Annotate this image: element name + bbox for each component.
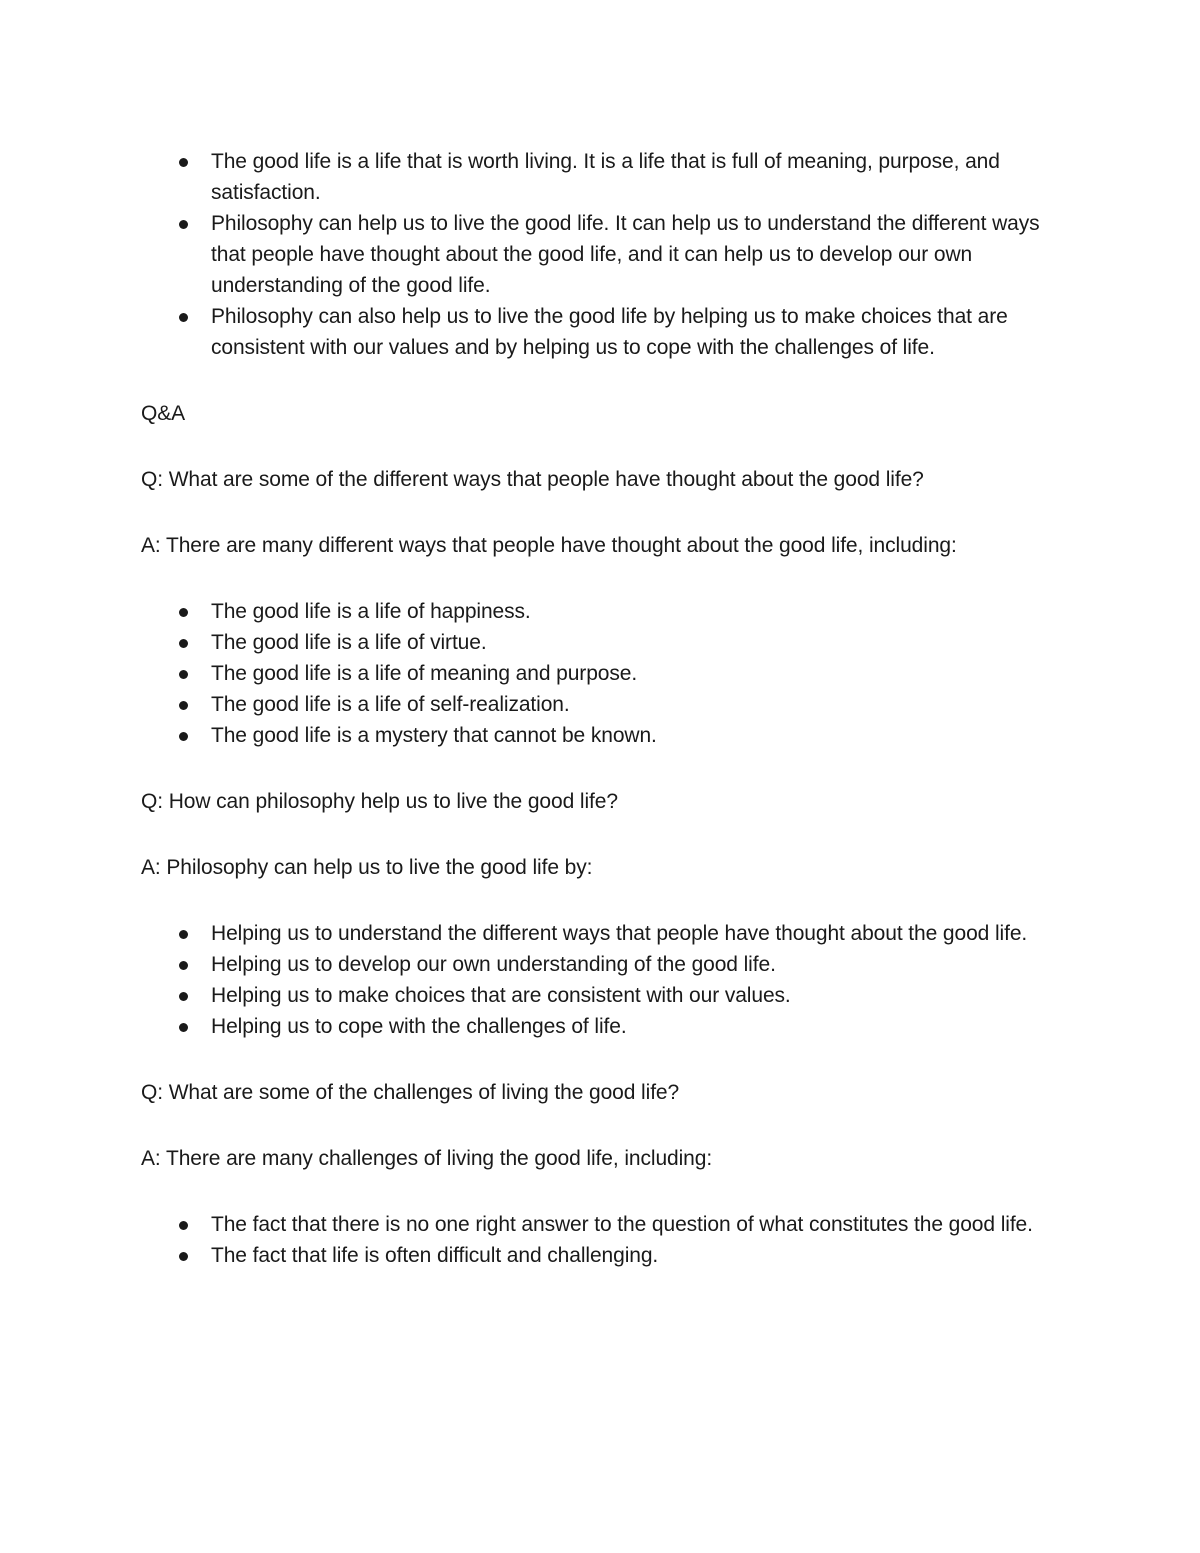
- bullet-icon: [179, 220, 188, 229]
- spacer: [141, 1108, 1061, 1143]
- list-item-text: Helping us to make choices that are consistent with our values.: [211, 984, 791, 1007]
- list-item: [211, 627, 1061, 658]
- list-item-text: Philosophy can also help us to live the good life by helping us to make choices that are consistent with our values and by helping us to cope with the challenges of life.: [211, 305, 1008, 359]
- answer-bullet-list: [141, 918, 1061, 1042]
- spacer: [141, 495, 1061, 530]
- spacer: [141, 363, 1061, 398]
- bullet-icon: [179, 1252, 188, 1261]
- bullet-icon: [179, 158, 188, 167]
- answer-text: A: Philosophy can help us to live the good life by:: [141, 856, 593, 879]
- list-item: [211, 689, 1061, 720]
- list-item: [211, 1209, 1061, 1240]
- list-item-text: Helping us to develop our own understanding of the good life.: [211, 953, 776, 976]
- spacer: [141, 1174, 1061, 1209]
- spacer: [141, 561, 1061, 596]
- list-item-text: The fact that there is no one right answer to the question of what constitutes the good life.: [211, 1213, 1033, 1236]
- list-item: [211, 949, 1061, 980]
- list-item: [211, 720, 1061, 751]
- bullet-icon: [179, 732, 188, 741]
- spacer: [141, 883, 1061, 918]
- list-item-text: Helping us to understand the different ways that people have thought about the good life.: [211, 922, 1028, 945]
- bullet-icon: [179, 313, 188, 322]
- bullet-icon: [179, 1023, 188, 1032]
- section-heading: Q&A: [141, 402, 186, 425]
- list-item: [211, 146, 1061, 208]
- list-item-text: The good life is a life of virtue.: [211, 631, 487, 654]
- list-item: [211, 980, 1061, 1011]
- bullet-icon: [179, 608, 188, 617]
- bullet-icon: [179, 961, 188, 970]
- bullet-icon: [179, 1221, 188, 1230]
- document-body: [141, 146, 1061, 1271]
- list-item: [211, 918, 1061, 949]
- question-text: Q: How can philosophy help us to live the good life?: [141, 790, 618, 813]
- list-item: [211, 658, 1061, 689]
- list-item: [211, 1240, 1061, 1271]
- spacer: [141, 1042, 1061, 1077]
- question-text: Q: What are some of the different ways that people have thought about the good life?: [141, 468, 924, 491]
- list-item-text: The good life is a life of happiness.: [211, 600, 531, 623]
- list-item: [211, 301, 1061, 363]
- intro-bullet-list: [141, 146, 1061, 363]
- bullet-icon: [179, 670, 188, 679]
- bullet-icon: [179, 639, 188, 648]
- answer-bullet-list: [141, 596, 1061, 751]
- question-text: Q: What are some of the challenges of living the good life?: [141, 1081, 680, 1104]
- bullet-icon: [179, 701, 188, 710]
- list-item-text: Philosophy can help us to live the good life. It can help us to understand the different ways that people have thought about the good life, and it can help us to develop our own understanding of the good life.: [211, 212, 1040, 297]
- bullet-icon: [179, 930, 188, 939]
- list-item-text: Helping us to cope with the challenges of life.: [211, 1015, 627, 1038]
- list-item-text: The fact that life is often difficult and challenging.: [211, 1244, 659, 1267]
- list-item-text: The good life is a life that is worth living. It is a life that is full of meaning, purpose, and satisfaction.: [211, 150, 1000, 204]
- answer-text: A: There are many different ways that people have thought about the good life, including:: [141, 534, 957, 557]
- spacer: [141, 751, 1061, 786]
- list-item: [211, 208, 1061, 301]
- spacer: [141, 429, 1061, 464]
- answer-bullet-list: [141, 1209, 1061, 1271]
- list-item-text: The good life is a mystery that cannot be known.: [211, 724, 657, 747]
- list-item-text: The good life is a life of self-realization.: [211, 693, 570, 716]
- list-item-text: The good life is a life of meaning and purpose.: [211, 662, 638, 685]
- list-item: [211, 1011, 1061, 1042]
- spacer: [141, 817, 1061, 852]
- answer-text: A: There are many challenges of living the good life, including:: [141, 1147, 713, 1170]
- list-item: [211, 596, 1061, 627]
- bullet-icon: [179, 992, 188, 1001]
